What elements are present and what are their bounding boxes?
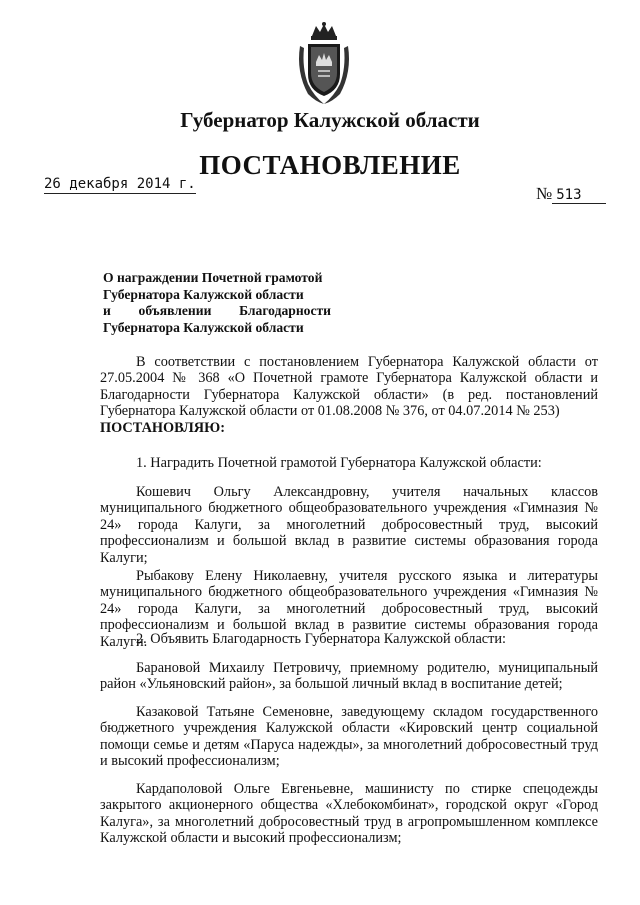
award-text-2: Рыбакову Елену Николаевну, учителя русского языка и литературы муниципального бюджетного общеобразовательного учреждения «Гимназия № 24» города Калуги, за многолетний добросовестный труд, высокий профессионализм и большой вклад в развитие системы образования города Калуги. — [100, 568, 598, 650]
award-paragraph-1 — [100, 484, 598, 566]
subject-line: Губернатора Калужской области — [103, 286, 304, 302]
subject-word: объявлении — [138, 303, 212, 318]
preamble-paragraph — [100, 354, 598, 436]
item-1-text: 1. Наградить Почетной грамотой Губернатора Калужской области: — [136, 455, 542, 471]
subject-line — [103, 303, 331, 320]
document-number: 513 — [552, 187, 606, 204]
coat-of-arms-emblem — [294, 22, 354, 106]
item-2-text: 2. Объявить Благодарность Губернатора Калужской области: — [136, 631, 507, 647]
thanks-paragraph-2 — [100, 704, 598, 770]
document-date: 26 декабря 2014 г. — [44, 176, 196, 192]
subject-line: О награждении Почетной грамотой — [103, 270, 323, 285]
thanks-text-3: Кардаполовой Ольге Евгеньевне, машинисту по стирке спецодежды закрытого акционерного общества «Хлебокомбинат», городской округ «Город Калуга», за многолетний добросовестный труд в агропромышленном комплексе Калужской области и высокий профессионализм; — [100, 781, 598, 847]
thanks-text-2: Казаковой Татьяне Семеновне, заведующему складом государственного бюджетного учреждения Калужской области «Кировский центр социальной помощи семье и детям «Паруса надежды», за многолетний добросовестный труд и высокий профессионализм; — [100, 704, 598, 770]
document-number-block — [536, 184, 606, 204]
item-2-heading — [100, 631, 598, 647]
number-label: № — [536, 184, 553, 203]
thanks-paragraph-1 — [100, 660, 598, 693]
preamble-text: В соответствии с постановлением Губернатора Калужской области от 27.05.2004 № 368 «О Почетной грамоте Губернатора Калужской области и Благодарности Губернатора Калужской области» (в ред. постановлений Губернатора Калужской области от 01.08.2008 № 376, от 04.07.2014 № 253) — [100, 354, 598, 420]
resolve-word: ПОСТАНОВЛЯЮ: — [100, 419, 225, 436]
subject-line: Губернатора Калужской области — [103, 319, 304, 335]
thanks-text-1: Барановой Михаилу Петровичу, приемному родителю, муниципальный район «Ульяновский район», за большой личный вклад в воспитание детей; — [100, 660, 598, 693]
document-type-title: ПОСТАНОВЛЕНИЕ — [199, 150, 461, 180]
subject-word: и — [103, 303, 111, 318]
item-1-heading — [100, 455, 598, 471]
thanks-paragraph-3 — [100, 781, 598, 847]
subject-word: Благодарности — [239, 303, 331, 318]
award-text-1: Кошевич Ольгу Александровну, учителя начальных классов муниципального бюджетного общеобразовательного учреждения «Гимназия № 24» города Калуги, за многолетний добросовестный труд, высокий профессионализм и большой вклад в развитие системы образования города Калуги; — [100, 484, 598, 566]
issuing-authority: Губернатор Калужской области — [180, 108, 480, 132]
document-subject — [103, 270, 331, 336]
